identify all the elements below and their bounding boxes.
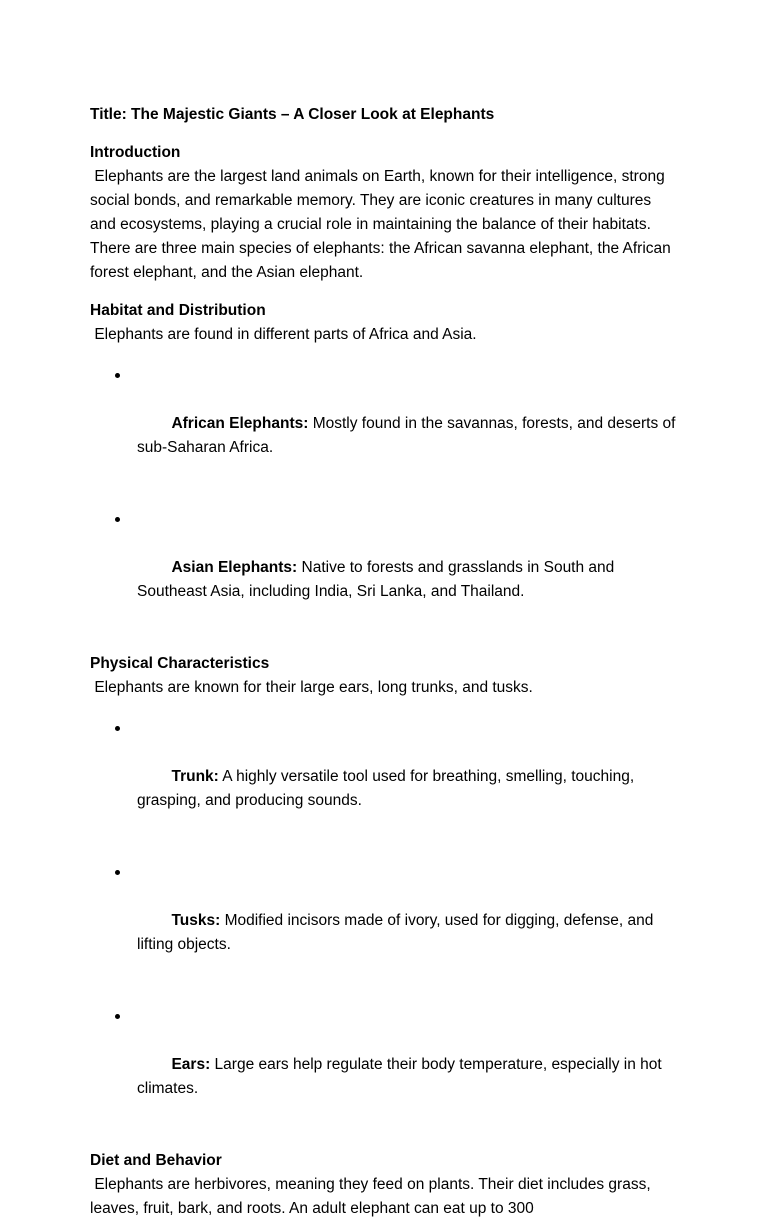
- bullet-marker-icon: [115, 1014, 120, 1019]
- section-heading-introduction: Introduction: [90, 144, 181, 161]
- section-heading-diet: Diet and Behavior: [90, 1152, 222, 1169]
- bullet-text: Modified incisors made of ivory, used for digging, defense, and lifting objects.: [137, 912, 658, 953]
- bullet-text: A highly versatile tool used for breathing, smelling, touching, grasping, and producing sounds.: [137, 768, 639, 809]
- bullet-marker-icon: [115, 517, 120, 522]
- list-item-tusks: [137, 861, 678, 981]
- bullet-marker-icon: [115, 870, 120, 875]
- bullet-label: African Elephants:: [171, 415, 309, 432]
- document-title: Title: The Majestic Giants – A Closer Look at Elephants: [90, 106, 495, 123]
- list-item-asian-elephants: [137, 508, 678, 628]
- bullet-label: Ears:: [171, 1056, 211, 1073]
- bullet-label: Tusks:: [171, 912, 221, 929]
- list-item-african-elephants: [137, 364, 678, 484]
- physical-bullet-list: [90, 717, 678, 1125]
- section-paragraph-habitat: Elephants are found in different parts of Africa and Asia.: [90, 326, 477, 343]
- bullet-marker-icon: [115, 726, 120, 731]
- bullet-label: Trunk:: [171, 768, 219, 785]
- bullet-text: Mostly found in the savannas, forests, and deserts of sub-Saharan Africa.: [137, 415, 680, 456]
- section-diet-and-behavior: [90, 1149, 678, 1221]
- bullet-label: Asian Elephants:: [171, 559, 298, 576]
- section-introduction: [90, 141, 678, 285]
- section-heading-physical: Physical Characteristics: [90, 655, 270, 672]
- section-paragraph-introduction: Elephants are the largest land animals on Earth, known for their intelligence, strong social bonds, and remarkable memory. They are iconic creatures in many cultures and ecosystems, playing a crucial role in maintaining the balance of their habitats. There are three main species of elephants: the African savanna elephant, the African forest elephant, and the Asian elephant.: [90, 168, 676, 281]
- list-item-ears: [137, 1005, 678, 1125]
- habitat-bullet-list: [90, 364, 678, 628]
- section-physical-characteristics: [90, 652, 678, 1125]
- bullet-text: Native to forests and grasslands in South and Southeast Asia, including India, Sri Lanka, and Thailand.: [137, 559, 619, 600]
- bullet-marker-icon: [115, 373, 120, 378]
- section-heading-habitat: Habitat and Distribution: [90, 302, 266, 319]
- section-paragraph-diet: Elephants are herbivores, meaning they feed on plants. Their diet includes grass, leaves, fruit, bark, and roots. An adult elephant can eat up to 300: [90, 1176, 655, 1217]
- list-item-trunk: [137, 717, 678, 837]
- section-paragraph-physical: Elephants are known for their large ears, long trunks, and tusks.: [90, 679, 533, 696]
- section-habitat-and-distribution: [90, 299, 678, 628]
- bullet-text: Large ears help regulate their body temperature, especially in hot climates.: [137, 1056, 667, 1097]
